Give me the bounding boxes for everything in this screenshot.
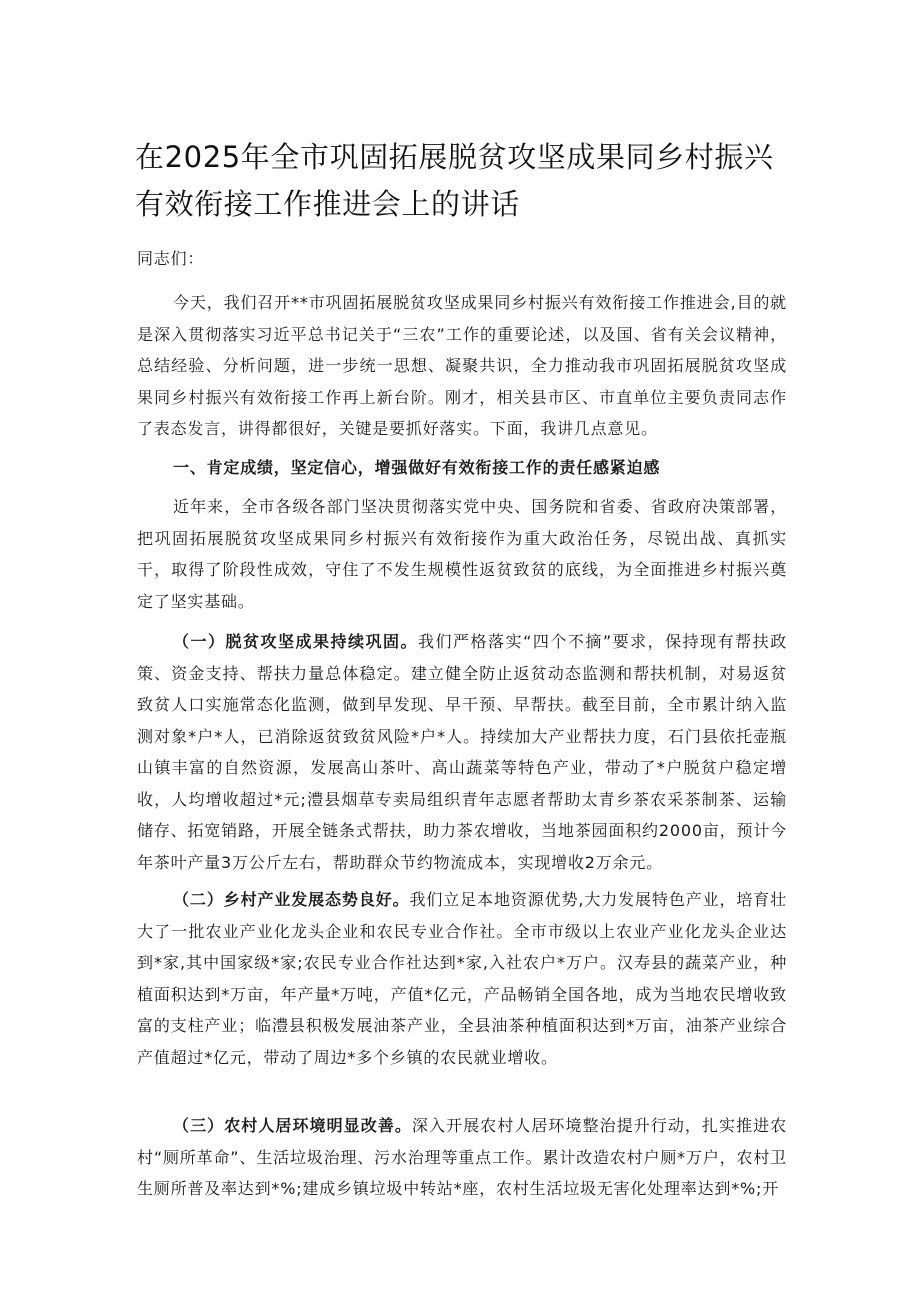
- subsection-text: 我们严格落实“四个不摘”要求，保持现有帮扶政策、资金支持、帮扶力量总体稳定。建立健全防止返贫动态监测和帮扶机制，对易返贫致贫人口实施常态化监测，做到早发现、早干预、早帮扶。截至目前，全市累计纳入监测对象*户*人，已消除返贫致贫风险*户*人。持续加大产业帮扶力度，石门县依托壶瓶山镇丰富的自然资源，发展高山茶叶、高山蔬菜等特色产业，带动了*户脱贫户稳定增收，人均增收超过*元;澧县烟草专卖局组织青年志愿者帮助太青乡茶农采茶制茶、运输储存、拓宽销路，开展全链条式帮扶，助力茶农增收，当地茶园面积约2000亩，预计今年茶叶产量3万公斤左右，帮助群众节约物流成本，实现增收2万余元。: [137, 632, 787, 872]
- subsection-paragraph: [137, 626, 787, 878]
- subsection-lead: （三）农村人居环境明显改善。: [173, 1116, 412, 1135]
- subsection-text: 我们立足本地资源优势,大力发展特色产业，培育壮大了一批农业产业化龙头企业和农民专业合作社。全市市级以上农业产业化龙头企业达到*家,其中国家级*家;农民专业合作社达到*家,入社农户*万户。汉寿县的蔬菜产业，种植面积达到*万亩，年产量*万吨，产值*亿元，产品畅销全国各地，成为当地农民增收致富的支柱产业；临澧县积极发展油茶产业，全县油茶种植面积达到*万亩，油茶产业综合产值超过*亿元，带动了周边*多个乡镇的农民就业增收。: [137, 890, 787, 1067]
- subsection-lead: （二）乡村产业发展态势良好。: [173, 890, 410, 909]
- subsection-paragraph: [137, 884, 787, 1073]
- subsection-text: 深入开展农村人居环境整治提升行动，扎实推进农村“厕所革命”、生活垃圾治理、污水治理等重点工作。累计改造农村户厕*万户，农村卫生厕所普及率达到*%;建成乡镇垃圾中转站*座，农村生活垃圾无害化处理率达到*%;开: [137, 1116, 788, 1198]
- section-paragraph: 近年来，全市各级各部门坚决贯彻落实党中央、国务院和省委、省政府决策部署，把巩固拓展脱贫攻坚成果同乡村振兴有效衔接作为重大政治任务，尽锐出战、真抓实干，取得了阶段性成效，守住了不发生规模性返贫致贫的底线，为全面推进乡村振兴奠定了坚实基础。: [137, 497, 787, 611]
- salutation: 同志们：: [137, 249, 205, 268]
- subsection-lead: （一）脱贫攻坚成果持续巩固。: [173, 632, 419, 651]
- section-heading: 一、肯定成绩，坚定信心，增强做好有效衔接工作的责任感紧迫感: [173, 458, 661, 477]
- document-title: 在2025年全市巩固拓展脱贫攻坚成果同乡村振兴有效衔接工作推进会上的讲话: [135, 140, 774, 221]
- intro-paragraph: 今天，我们召开**市巩固拓展脱贫攻坚成果同乡村振兴有效衔接工作推进会,目的就是深入贯彻落实习近平总书记关于“三农”工作的重要论述，以及国、省有关会议精神，总结经验、分析问题，进一步统一思想、凝聚共识，全力推动我市巩固拓展脱贫攻坚成果同乡村振兴有效衔接工作再上新台阶。刚才，相关县市区、市直单位主要负责同志作了表态发言，讲得都很好，关键是要抓好落实。下面，我讲几点意见。: [137, 293, 787, 438]
- subsection-paragraph: [137, 1110, 787, 1205]
